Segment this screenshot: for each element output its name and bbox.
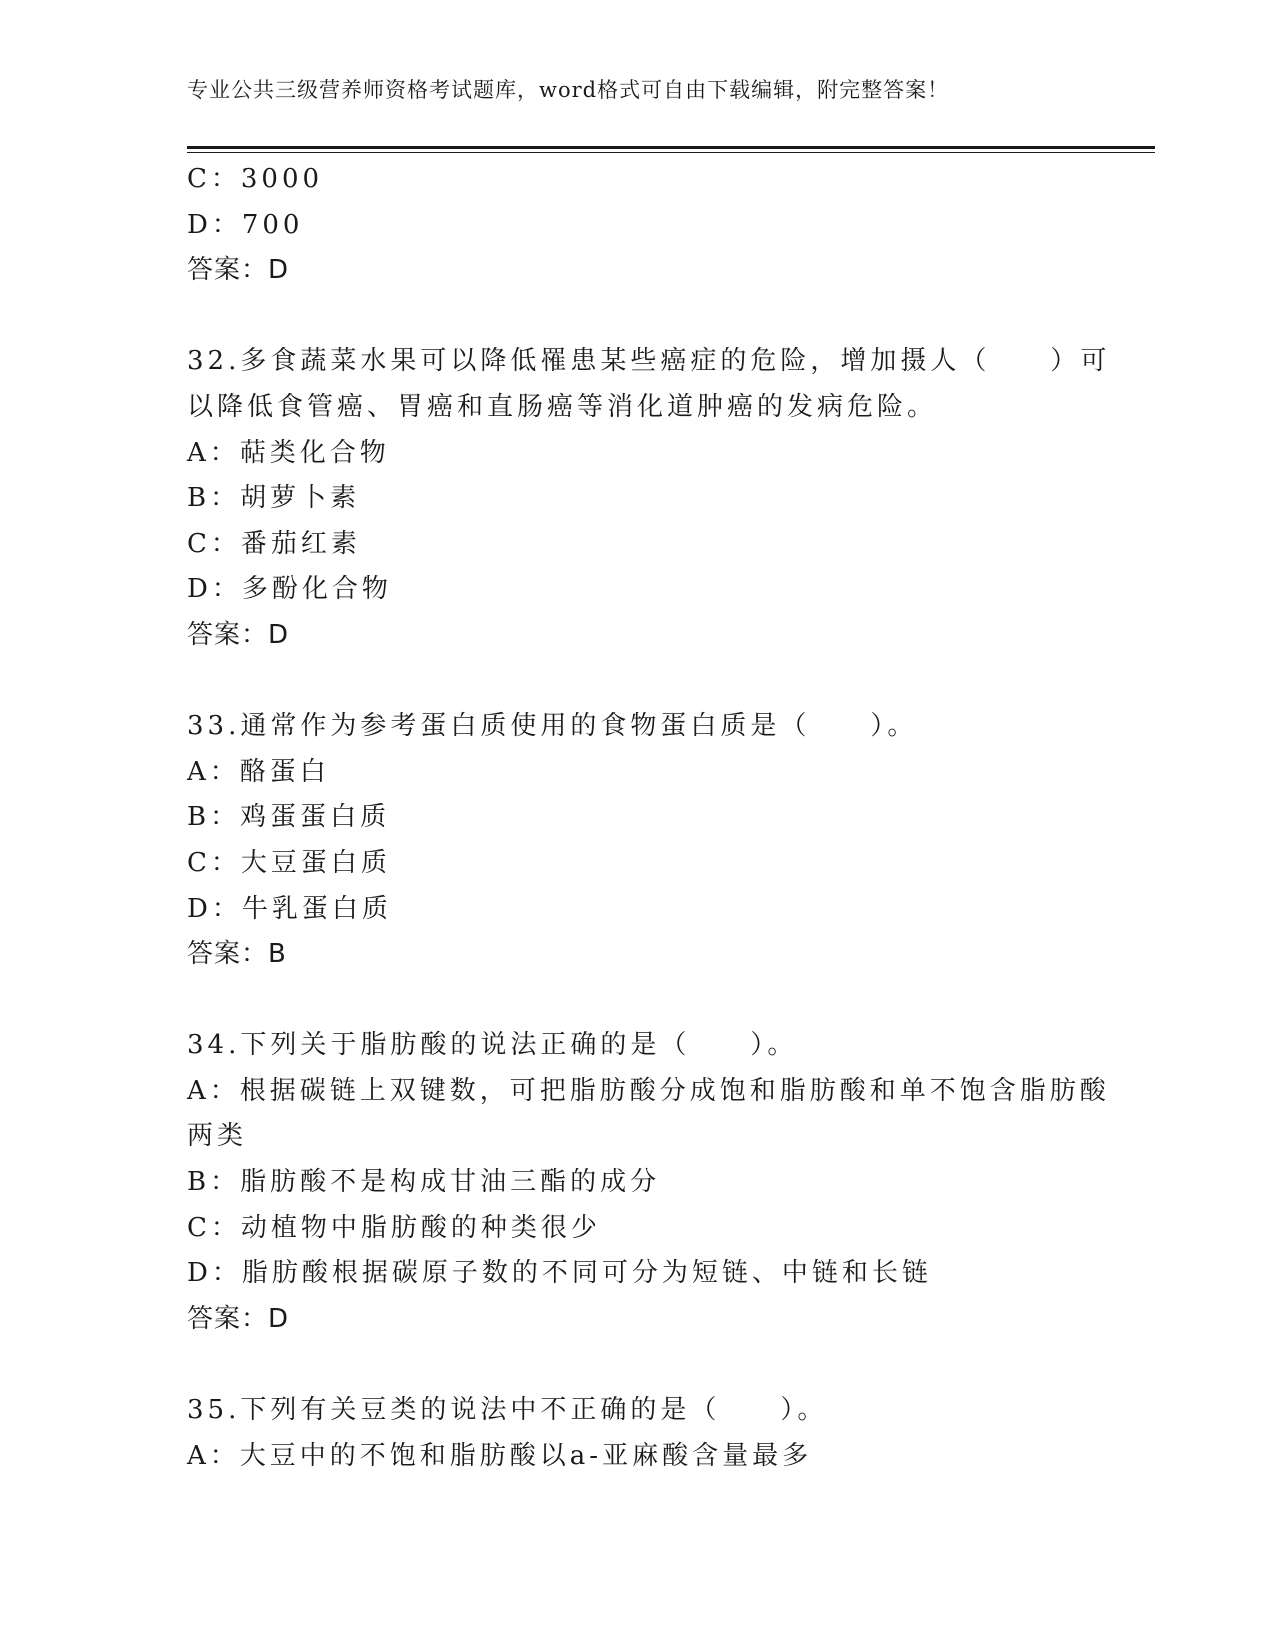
question-content (187, 157, 1111, 1479)
question-33-option-c: C：大豆蛋白质 (187, 847, 391, 878)
question-34-stem: 34.下列关于脂肪酸的说法正确的是（ ）。 (187, 1030, 798, 1061)
question-33-option-a: A：酪蛋白 (187, 756, 330, 787)
answer-line: 答案：D (187, 255, 290, 286)
question-32-option-c: C：番茄红素 (187, 528, 361, 559)
spacer (187, 659, 1067, 705)
question-32-answer: 答案：D (187, 619, 290, 650)
question-32-stem-line2: 以降低食管癌、胃癌和直肠癌等消化道肿癌的发病危险。 (187, 391, 938, 422)
question-34-option-d: D：脂肪酸根据碳原子数的不同可分为短链、中链和长链 (187, 1258, 932, 1289)
question-34-option-b: B：脂肪酸不是构成甘油三酯的成分 (187, 1167, 661, 1198)
question-34-option-a-line2: 两类 (187, 1121, 248, 1152)
question-32-option-b: B：胡萝卜素 (187, 483, 361, 514)
question-35-option-a: A：大豆中的不饱和脂肪酸以a-亚麻酸含量最多 (187, 1440, 813, 1471)
header-rule-thick (187, 146, 1155, 149)
question-32-stem-line1: 32.多食蔬菜水果可以降低罹患某些癌症的危险，增加摄人（ ）可 (187, 346, 1111, 377)
spacer (187, 978, 1067, 1024)
spacer (187, 1342, 1067, 1388)
spacer (187, 294, 1067, 340)
question-34-answer: 答案：D (187, 1303, 290, 1334)
question-33-answer: 答案：B (187, 939, 287, 970)
question-34-option-c: C：动植物中脂肪酸的种类很少 (187, 1212, 601, 1243)
header-rule-thin (187, 152, 1155, 153)
option-c: C：3000 (187, 164, 324, 194)
question-35-stem: 35.下列有关豆类的说法中不正确的是（ ）。 (187, 1395, 828, 1426)
question-33-stem: 33.通常作为参考蛋白质使用的食物蛋白质是（ ）。 (187, 711, 918, 742)
question-32-option-a: A：萜类化合物 (187, 437, 390, 468)
question-34-option-a-line1: A：根据碳链上双键数，可把脂肪酸分成饱和脂肪酸和单不饱含脂肪酸 (187, 1075, 1110, 1106)
option-d: D：700 (187, 209, 304, 240)
question-32-option-d: D：多酚化合物 (187, 574, 392, 605)
question-33-option-d: D：牛乳蛋白质 (187, 893, 392, 924)
question-33-option-b: B：鸡蛋蛋白质 (187, 802, 391, 833)
page-header: 专业公共三级营养师资格考试题库，word格式可自由下载编辑，附完整答案！ (187, 78, 950, 102)
